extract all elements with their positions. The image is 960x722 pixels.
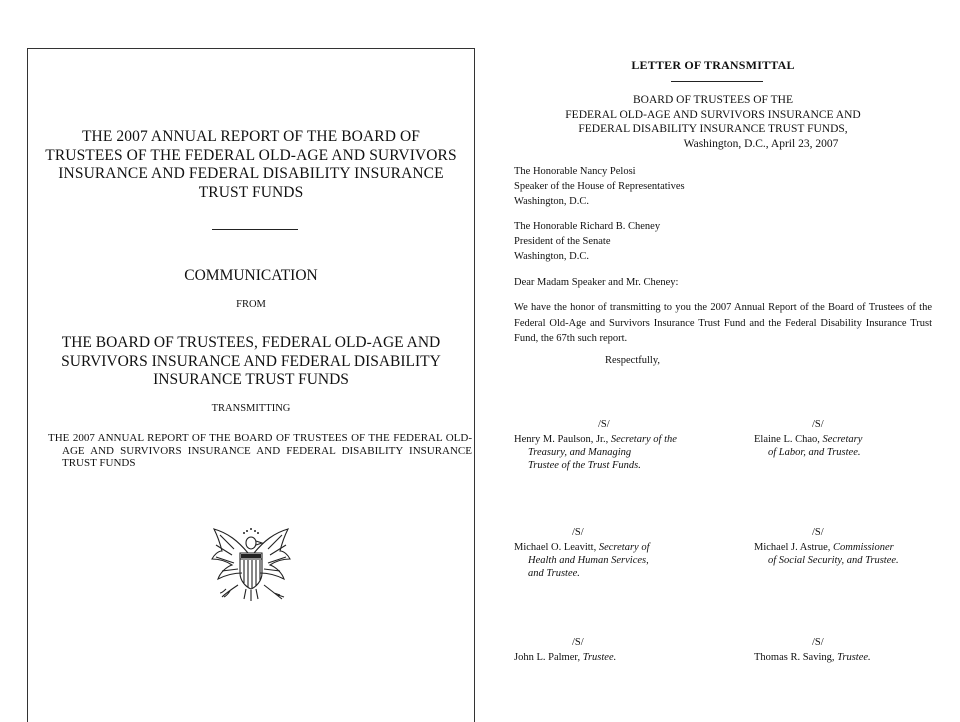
- sender-board-line: INSURANCE TRUST FUNDS: [153, 371, 349, 388]
- signer-name-line: [514, 433, 677, 446]
- signature-mark: /S/: [812, 637, 824, 648]
- signer-name: Elaine L. Chao,: [754, 434, 820, 445]
- signer-name: Thomas R. Saving,: [754, 652, 835, 663]
- signer-name-line: [754, 541, 894, 554]
- addressee-block: [514, 164, 685, 209]
- report-title-line: TRUST FUNDS: [198, 183, 304, 201]
- signer-title: Secretary: [822, 434, 863, 445]
- signer-name-line: [754, 433, 862, 446]
- letter-board-line: FEDERAL OLD-AGE AND SURVIVORS INSURANCE AND: [565, 108, 861, 121]
- signer-title-cont: of Social Security, and Trustee.: [768, 555, 899, 566]
- heading-rule: [671, 81, 763, 82]
- addressee-line: Speaker of the House of Representatives: [514, 181, 685, 192]
- signature-mark: /S/: [598, 419, 610, 430]
- signer-title-cont: Health and Human Services,: [528, 555, 649, 566]
- letter-board-header: [508, 93, 918, 151]
- communication-heading: COMMUNICATION: [184, 267, 318, 284]
- addressee-line: The Honorable Nancy Pelosi: [514, 166, 636, 177]
- addressee-line: President of the Senate: [514, 236, 611, 247]
- letter-body: We have the honor of transmitting to you the 2007 Annual Report of the Board of Trustees of the Federal Old-Age and Survivors Insurance Trust Fund and the Federal Disability Insurance Trust Fund, the 67th such report.: [514, 302, 932, 344]
- report-title-line: THE 2007 ANNUAL REPORT OF THE BOARD OF: [81, 128, 420, 145]
- addressee-line: Washington, D.C.: [514, 251, 589, 262]
- signature-mark: /S/: [812, 527, 824, 538]
- signer-title: Trustee.: [582, 652, 617, 663]
- signer-title: Secretary of: [598, 542, 650, 553]
- signature-mark: /S/: [572, 637, 584, 648]
- signer-name-line: [514, 651, 616, 664]
- title-rule: [212, 229, 298, 230]
- signer-title: Secretary of the: [610, 434, 677, 445]
- signature-mark: /S/: [812, 419, 824, 430]
- signer-name: John L. Palmer,: [514, 652, 581, 663]
- report-title-line: TRUSTEES OF THE FEDERAL OLD-AGE AND SURVIVORS: [45, 146, 457, 164]
- signer-title-cont: Treasury, and Managing: [528, 447, 632, 458]
- signer-title-cont: Trustee of the Trust Funds.: [528, 460, 641, 471]
- letter-board-line: FEDERAL DISABILITY INSURANCE TRUST FUNDS,: [578, 123, 848, 135]
- closing: Respectfully,: [605, 355, 661, 366]
- letter-page: [508, 50, 938, 720]
- salutation: Dear Madam Speaker and Mr. Cheney:: [514, 277, 679, 288]
- from-label: FROM: [236, 299, 266, 310]
- signer-name: Henry M. Paulson, Jr.,: [514, 434, 609, 445]
- transmitting-label: TRANSMITTING: [211, 403, 291, 414]
- addressee-block: [514, 219, 660, 264]
- sender-board: [28, 334, 474, 390]
- eagle-seal-icon: [208, 523, 294, 603]
- signer-title: Commissioner: [833, 542, 894, 553]
- title-page: [27, 48, 475, 722]
- signer-name-line: [514, 541, 650, 554]
- letter-heading: LETTER OF TRANSMITTAL: [631, 58, 795, 72]
- sender-board-line: THE BOARD OF TRUSTEES, FEDERAL OLD-AGE AND: [61, 334, 441, 351]
- letter-board-line: BOARD OF TRUSTEES OF THE: [633, 94, 793, 106]
- letter-date: Washington, D.C., April 23, 2007: [683, 137, 839, 150]
- signature-mark: /S/: [572, 527, 584, 538]
- transmitted-subject: THE 2007 ANNUAL REPORT OF THE BOARD OF TRUSTEES OF THE FEDERAL OLD-AGE AND SURVIVORS INSURANCE AND FEDERAL DISABILITY INSURANCE TRUST FUNDS: [48, 432, 472, 469]
- report-title: [28, 128, 474, 202]
- signer-name-line: [754, 651, 871, 664]
- signer-title-cont: and Trustee.: [528, 568, 580, 579]
- addressee-line: Washington, D.C.: [514, 196, 589, 207]
- signer-name: Michael O. Leavitt,: [514, 542, 597, 553]
- signer-title: Trustee.: [837, 652, 871, 663]
- addressee-line: The Honorable Richard B. Cheney: [514, 221, 661, 232]
- sender-board-line: SURVIVORS INSURANCE AND FEDERAL DISABILITY: [61, 352, 441, 370]
- report-title-line: INSURANCE AND FEDERAL DISABILITY INSURANCE: [58, 165, 444, 182]
- signer-title-cont: of Labor, and Trustee.: [768, 447, 861, 458]
- signer-name: Michael J. Astrue,: [754, 542, 831, 553]
